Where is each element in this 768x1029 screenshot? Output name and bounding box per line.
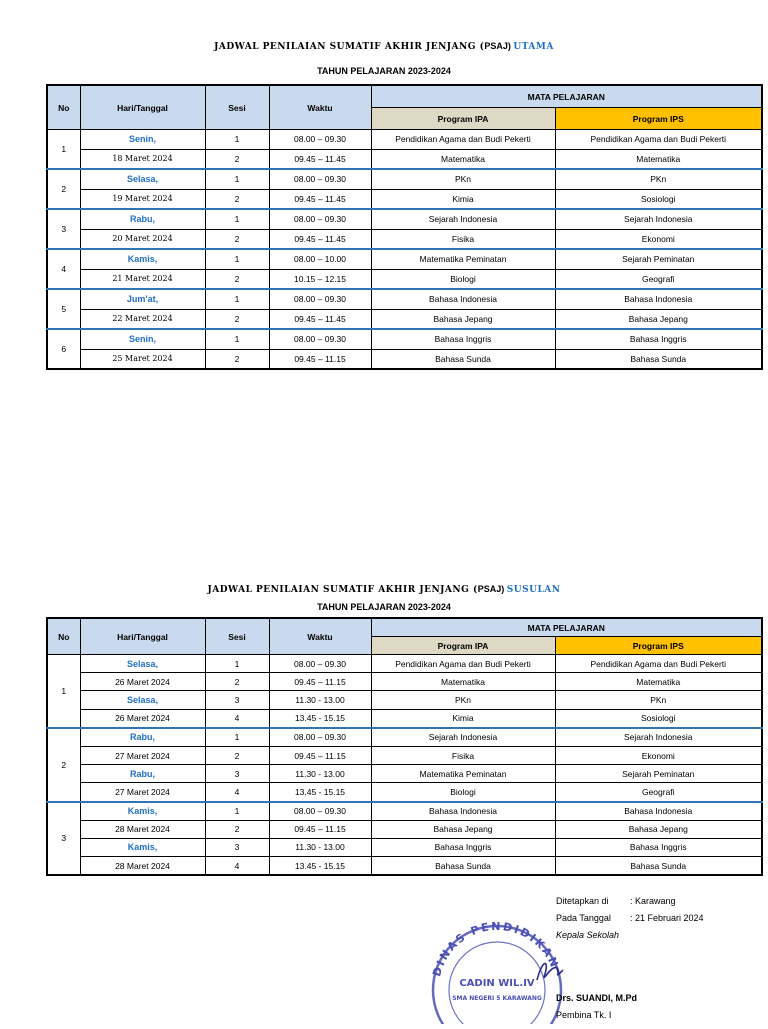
header-sesi: Sesi	[205, 618, 269, 655]
waktu-cell: 08.00 – 09.30	[269, 169, 371, 189]
subject-ipa: Bahasa Jepang	[371, 309, 555, 329]
table-row	[47, 783, 762, 802]
date-cell: 26 Maret 2024	[80, 673, 205, 691]
subject-ipa: Pendidikan Agama dan Budi Pekerti	[371, 130, 555, 150]
subject-ips: Geografi	[555, 783, 762, 802]
day-name: Kamis,	[80, 802, 205, 821]
waktu-cell: 13.45 - 15.15	[269, 857, 371, 876]
waktu-cell: 08.00 – 09.30	[269, 209, 371, 229]
waktu-cell: 13.45 - 15.15	[269, 783, 371, 802]
stamp-mid-text: CADIN WIL.IV	[459, 978, 535, 989]
header-mata-pelajaran: MATA PELAJARAN	[371, 618, 762, 637]
waktu-cell: 11.30 - 13.00	[269, 765, 371, 783]
row-number: 3	[47, 802, 80, 876]
subject-ipa: Kimia	[371, 709, 555, 728]
waktu-cell: 08.00 – 09.30	[269, 802, 371, 821]
header-hari: Hari/Tanggal	[80, 618, 205, 655]
table-row	[47, 673, 762, 691]
table-row	[47, 802, 762, 821]
waktu-cell: 08.00 – 09.30	[269, 329, 371, 349]
signature-date-label: Pada Tanggal	[556, 913, 611, 923]
signature-role: Kepala Sekolah	[556, 930, 620, 940]
subject-ips: Bahasa Indonesia	[555, 802, 762, 821]
waktu-cell: 09.45 – 11.45	[269, 189, 371, 209]
sesi-cell: 4	[205, 783, 269, 802]
subject-ipa: PKn	[371, 691, 555, 709]
subject-ips: Pendidikan Agama dan Budi Pekerti	[555, 655, 762, 673]
subject-ipa: Matematika Peminatan	[371, 249, 555, 269]
table-row	[47, 857, 762, 876]
subject-ips: Matematika	[555, 673, 762, 691]
sesi-cell: 1	[205, 655, 269, 673]
table-row	[47, 655, 762, 673]
table2-subtitle: TAHUN PELAJARAN 2023-2024	[317, 602, 451, 612]
subject-ipa: Matematika	[371, 673, 555, 691]
date-cell: 18 Maret 2024	[80, 149, 205, 169]
sesi-cell: 2	[205, 149, 269, 169]
subject-ips: Pendidikan Agama dan Budi Pekerti	[555, 130, 762, 150]
table-row	[47, 249, 762, 269]
date-cell: 26 Maret 2024	[80, 709, 205, 728]
principal-rank: Pembina Tk. I	[556, 1010, 612, 1020]
header-mata-pelajaran: MATA PELAJARAN	[371, 85, 762, 108]
row-number: 4	[47, 249, 80, 289]
day-name: Rabu,	[80, 765, 205, 783]
row-number: 2	[47, 169, 80, 209]
day-name: Jum'at,	[80, 289, 205, 309]
waktu-cell: 08.00 – 09.30	[269, 130, 371, 150]
subject-ipa: Bahasa Indonesia	[371, 289, 555, 309]
waktu-cell: 10.15 – 12.15	[269, 269, 371, 289]
day-name: Senin,	[80, 329, 205, 349]
waktu-cell: 09.45 – 11.45	[269, 149, 371, 169]
table-row	[47, 838, 762, 856]
waktu-cell: 09.45 – 11.15	[269, 349, 371, 369]
table-row	[47, 189, 762, 209]
subject-ipa: Bahasa Jepang	[371, 820, 555, 838]
sesi-cell: 2	[205, 349, 269, 369]
waktu-cell: 11.30 - 13.00	[269, 691, 371, 709]
subject-ips: Bahasa Jepang	[555, 820, 762, 838]
sesi-cell: 1	[205, 209, 269, 229]
header-hari: Hari/Tanggal	[80, 85, 205, 130]
header-program-ipa: Program IPA	[371, 637, 555, 655]
waktu-cell: 09.45 – 11.45	[269, 229, 371, 249]
waktu-cell: 11.30 - 13.00	[269, 838, 371, 856]
table-row	[47, 289, 762, 309]
table-row	[47, 209, 762, 229]
subject-ips: Sejarah Peminatan	[555, 249, 762, 269]
header-no: No	[47, 85, 80, 130]
table1-title: JADWAL PENILAIAN SUMATIF AKHIR JENJANG (PSAJ) UTAMA	[214, 41, 554, 52]
signature-place-value: : Karawang	[630, 896, 676, 906]
subject-ipa: Bahasa Inggris	[371, 329, 555, 349]
subject-ipa: Bahasa Sunda	[371, 349, 555, 369]
subject-ips: Bahasa Inggris	[555, 838, 762, 856]
subject-ipa: Bahasa Sunda	[371, 857, 555, 876]
stamp-icon	[425, 918, 565, 1024]
date-cell: 19 Maret 2024	[80, 189, 205, 209]
date-cell: 27 Maret 2024	[80, 746, 205, 764]
sesi-cell: 1	[205, 169, 269, 189]
table-row	[47, 691, 762, 709]
schedule-table-susulan	[46, 617, 763, 876]
table-row	[47, 149, 762, 169]
day-name: Kamis,	[80, 838, 205, 856]
stamp-bot-text: SMA NEGERI 5 KARAWANG	[452, 995, 542, 1002]
sesi-cell: 2	[205, 309, 269, 329]
sesi-cell: 2	[205, 269, 269, 289]
subject-ipa: PKn	[371, 169, 555, 189]
row-number: 6	[47, 329, 80, 369]
header-program-ips: Program IPS	[555, 108, 762, 130]
table-row	[47, 765, 762, 783]
date-cell: 21 Maret 2024	[80, 269, 205, 289]
header-sesi: Sesi	[205, 85, 269, 130]
subject-ips: Ekonomi	[555, 229, 762, 249]
day-name: Kamis,	[80, 249, 205, 269]
principal-name: Drs. SUANDI, M.Pd	[556, 993, 638, 1003]
subject-ipa: Biologi	[371, 269, 555, 289]
subject-ips: Ekonomi	[555, 746, 762, 764]
waktu-cell: 08.00 – 10.00	[269, 249, 371, 269]
row-number: 3	[47, 209, 80, 249]
sesi-cell: 3	[205, 691, 269, 709]
subject-ips: Sosiologi	[555, 709, 762, 728]
date-cell: 28 Maret 2024	[80, 857, 205, 876]
day-name: Rabu,	[80, 209, 205, 229]
subject-ips: PKn	[555, 169, 762, 189]
waktu-cell: 08.00 – 09.30	[269, 289, 371, 309]
day-name: Rabu,	[80, 728, 205, 747]
header-program-ips: Program IPS	[555, 637, 762, 655]
waktu-cell: 09.45 – 11.15	[269, 746, 371, 764]
table-row	[47, 169, 762, 189]
header-waktu: Waktu	[269, 618, 371, 655]
subject-ipa: Sejarah Indonesia	[371, 209, 555, 229]
subject-ips: PKn	[555, 691, 762, 709]
sesi-cell: 4	[205, 857, 269, 876]
table-row	[47, 130, 762, 150]
waktu-cell: 08.00 – 09.30	[269, 728, 371, 747]
table-row	[47, 269, 762, 289]
subject-ips: Bahasa Sunda	[555, 857, 762, 876]
subject-ips: Sosiologi	[555, 189, 762, 209]
subject-ipa: Bahasa Inggris	[371, 838, 555, 856]
table-row	[47, 728, 762, 747]
signature-place-label: Ditetapkan di	[556, 896, 609, 906]
subject-ips: Geografi	[555, 269, 762, 289]
sesi-cell: 2	[205, 229, 269, 249]
subject-ipa: Matematika	[371, 149, 555, 169]
sesi-cell: 3	[205, 838, 269, 856]
sesi-cell: 4	[205, 709, 269, 728]
subject-ipa: Biologi	[371, 783, 555, 802]
date-cell: 22 Maret 2024	[80, 309, 205, 329]
sesi-cell: 2	[205, 189, 269, 209]
subject-ips: Bahasa Inggris	[555, 329, 762, 349]
svg-text:DINAS PENDIDIKAN	[430, 920, 561, 978]
waktu-cell: 09.45 – 11.45	[269, 309, 371, 329]
sesi-cell: 3	[205, 765, 269, 783]
date-cell: 27 Maret 2024	[80, 783, 205, 802]
header-waktu: Waktu	[269, 85, 371, 130]
sesi-cell: 1	[205, 249, 269, 269]
sesi-cell: 1	[205, 289, 269, 309]
waktu-cell: 09.45 – 11.15	[269, 673, 371, 691]
header-program-ipa: Program IPA	[371, 108, 555, 130]
stamp-top-text: DINAS PENDIDIKAN	[430, 919, 562, 978]
sesi-cell: 1	[205, 130, 269, 150]
subject-ipa: Matematika Peminatan	[371, 765, 555, 783]
subject-ipa: Bahasa Indonesia	[371, 802, 555, 821]
sesi-cell: 2	[205, 746, 269, 764]
date-cell: 28 Maret 2024	[80, 820, 205, 838]
sesi-cell: 2	[205, 820, 269, 838]
schedule-table-utama	[46, 84, 763, 370]
subject-ips: Bahasa Jepang	[555, 309, 762, 329]
day-name: Senin,	[80, 130, 205, 150]
school-stamp	[425, 918, 565, 1029]
row-number: 2	[47, 728, 80, 802]
table-row	[47, 229, 762, 249]
subject-ips: Matematika	[555, 149, 762, 169]
sesi-cell: 1	[205, 728, 269, 747]
table-row	[47, 746, 762, 764]
subject-ipa: Kimia	[371, 189, 555, 209]
sesi-cell: 1	[205, 329, 269, 349]
day-name: Selasa,	[80, 655, 205, 673]
table-row	[47, 349, 762, 369]
table2-title: JADWAL PENILAIAN SUMATIF AKHIR JENJANG (PSAJ) SUSULAN	[207, 584, 561, 595]
date-cell: 25 Maret 2024	[80, 349, 205, 369]
subject-ipa: Fisika	[371, 746, 555, 764]
subject-ips: Bahasa Indonesia	[555, 289, 762, 309]
table-row	[47, 309, 762, 329]
subject-ipa: Sejarah Indonesia	[371, 728, 555, 747]
day-name: Selasa,	[80, 691, 205, 709]
waktu-cell: 09.45 – 11.15	[269, 820, 371, 838]
sesi-cell: 2	[205, 673, 269, 691]
sesi-cell: 1	[205, 802, 269, 821]
table1-subtitle: TAHUN PELAJARAN 2023-2024	[317, 66, 451, 76]
waktu-cell: 08.00 – 09.30	[269, 655, 371, 673]
table-row	[47, 820, 762, 838]
signature-date-value: : 21 Februari 2024	[630, 913, 704, 923]
subject-ipa: Pendidikan Agama dan Budi Pekerti	[371, 655, 555, 673]
table-row	[47, 709, 762, 728]
row-number: 5	[47, 289, 80, 329]
row-number: 1	[47, 655, 80, 728]
date-cell: 20 Maret 2024	[80, 229, 205, 249]
row-number: 1	[47, 130, 80, 170]
subject-ipa: Fisika	[371, 229, 555, 249]
waktu-cell: 13.45 - 15.15	[269, 709, 371, 728]
subject-ips: Sejarah Indonesia	[555, 728, 762, 747]
day-name: Selasa,	[80, 169, 205, 189]
header-no: No	[47, 618, 80, 655]
subject-ips: Bahasa Sunda	[555, 349, 762, 369]
subject-ips: Sejarah Indonesia	[555, 209, 762, 229]
table-row	[47, 329, 762, 349]
subject-ips: Sejarah Peminatan	[555, 765, 762, 783]
